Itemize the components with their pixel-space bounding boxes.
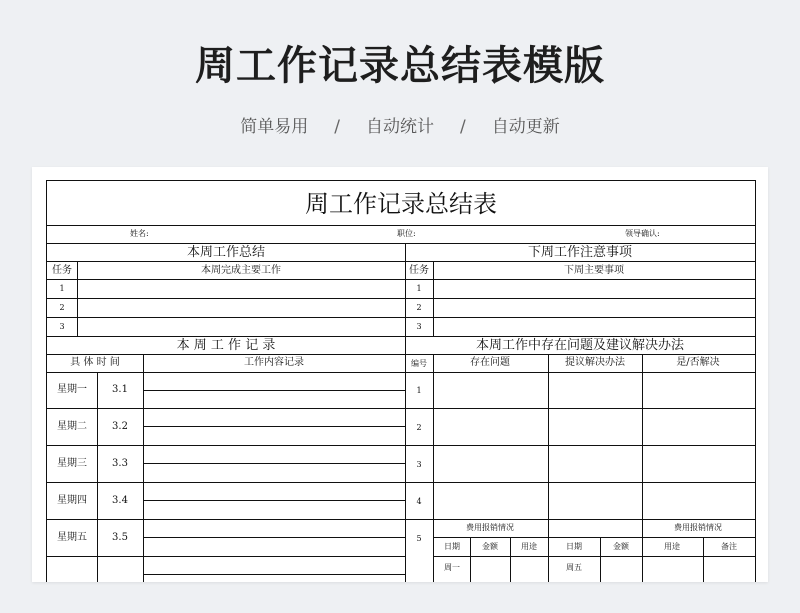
expense-day-label: 周一	[444, 563, 460, 572]
tag-easy: 简单易用	[240, 117, 309, 137]
issue-number: 3	[416, 460, 422, 469]
issue-number: 2	[416, 423, 422, 432]
solution-header: 提议解决办法	[565, 357, 625, 368]
day-label: 星期四	[57, 495, 87, 506]
task-number: 1	[59, 284, 65, 293]
expense-date-header: 日期	[566, 542, 582, 551]
day-code: 3.1	[112, 384, 128, 395]
expense-day-label: 周五	[566, 563, 582, 572]
expense-title: 费用报销情况	[674, 523, 722, 532]
work-content-header: 工作内容记录	[244, 357, 304, 368]
task-number: 3	[59, 322, 65, 331]
tag-auto-update: 自动更新	[491, 117, 560, 137]
day-code: 3.3	[112, 458, 128, 469]
day-label: 星期二	[57, 421, 87, 432]
issue-number: 1	[416, 386, 422, 395]
task-header: 任务	[409, 265, 429, 276]
expense-amount-header: 金额	[482, 542, 498, 551]
expense-title: 费用报销情况	[466, 523, 514, 532]
day-label: 星期三	[57, 458, 87, 469]
expense-purpose-header: 用途	[521, 542, 537, 551]
issue-number: 5	[416, 534, 422, 543]
time-header: 具 体 时 间	[70, 357, 120, 368]
expense-date-header: 日期	[444, 542, 460, 551]
expense-note-header: 备注	[721, 542, 737, 551]
leader-confirm-label: 领导确认:	[625, 229, 660, 238]
sheet-title: 周工作记录总结表	[305, 190, 497, 218]
this-week-summary-title: 本周工作总结	[186, 245, 266, 260]
day-code: 3.4	[112, 495, 128, 506]
work-record-title: 本 周 工 作 记 录	[176, 338, 276, 353]
expense-amount-header: 金额	[613, 542, 629, 551]
weekly-record-sheet	[46, 180, 756, 582]
tagline	[0, 112, 800, 137]
task-number: 1	[416, 284, 422, 293]
tag-auto-stat: 自动统计	[366, 117, 434, 137]
issues-title: 本周工作中存在问题及建议解决办法	[475, 338, 685, 353]
day-code: 3.5	[112, 532, 128, 543]
task-header: 任务	[52, 265, 72, 276]
task-number: 3	[416, 322, 422, 331]
name-label: 姓名:	[130, 229, 149, 238]
tag-separator: /	[334, 117, 340, 137]
tag-separator: /	[460, 117, 466, 137]
issue-number: 4	[416, 497, 422, 506]
expense-purpose-header: 用途	[664, 542, 680, 551]
page-title: 周工作记录总结表模版	[195, 43, 605, 89]
day-label: 星期五	[57, 532, 87, 543]
task-number: 2	[416, 303, 422, 312]
position-label: 职位:	[397, 229, 416, 238]
problem-header: 存在问题	[470, 357, 510, 368]
day-label: 星期一	[57, 384, 87, 395]
template-preview	[32, 167, 768, 582]
task-number: 2	[59, 303, 65, 312]
next-week-notes-title: 下周工作注意事项	[527, 245, 633, 260]
next-week-main-items-header: 下周主要事项	[564, 265, 624, 276]
this-week-main-work-header: 本周完成主要工作	[201, 265, 281, 276]
resolved-header: 是/否解决	[676, 357, 720, 368]
day-code: 3.2	[112, 421, 128, 432]
number-header: 编号	[411, 359, 427, 368]
